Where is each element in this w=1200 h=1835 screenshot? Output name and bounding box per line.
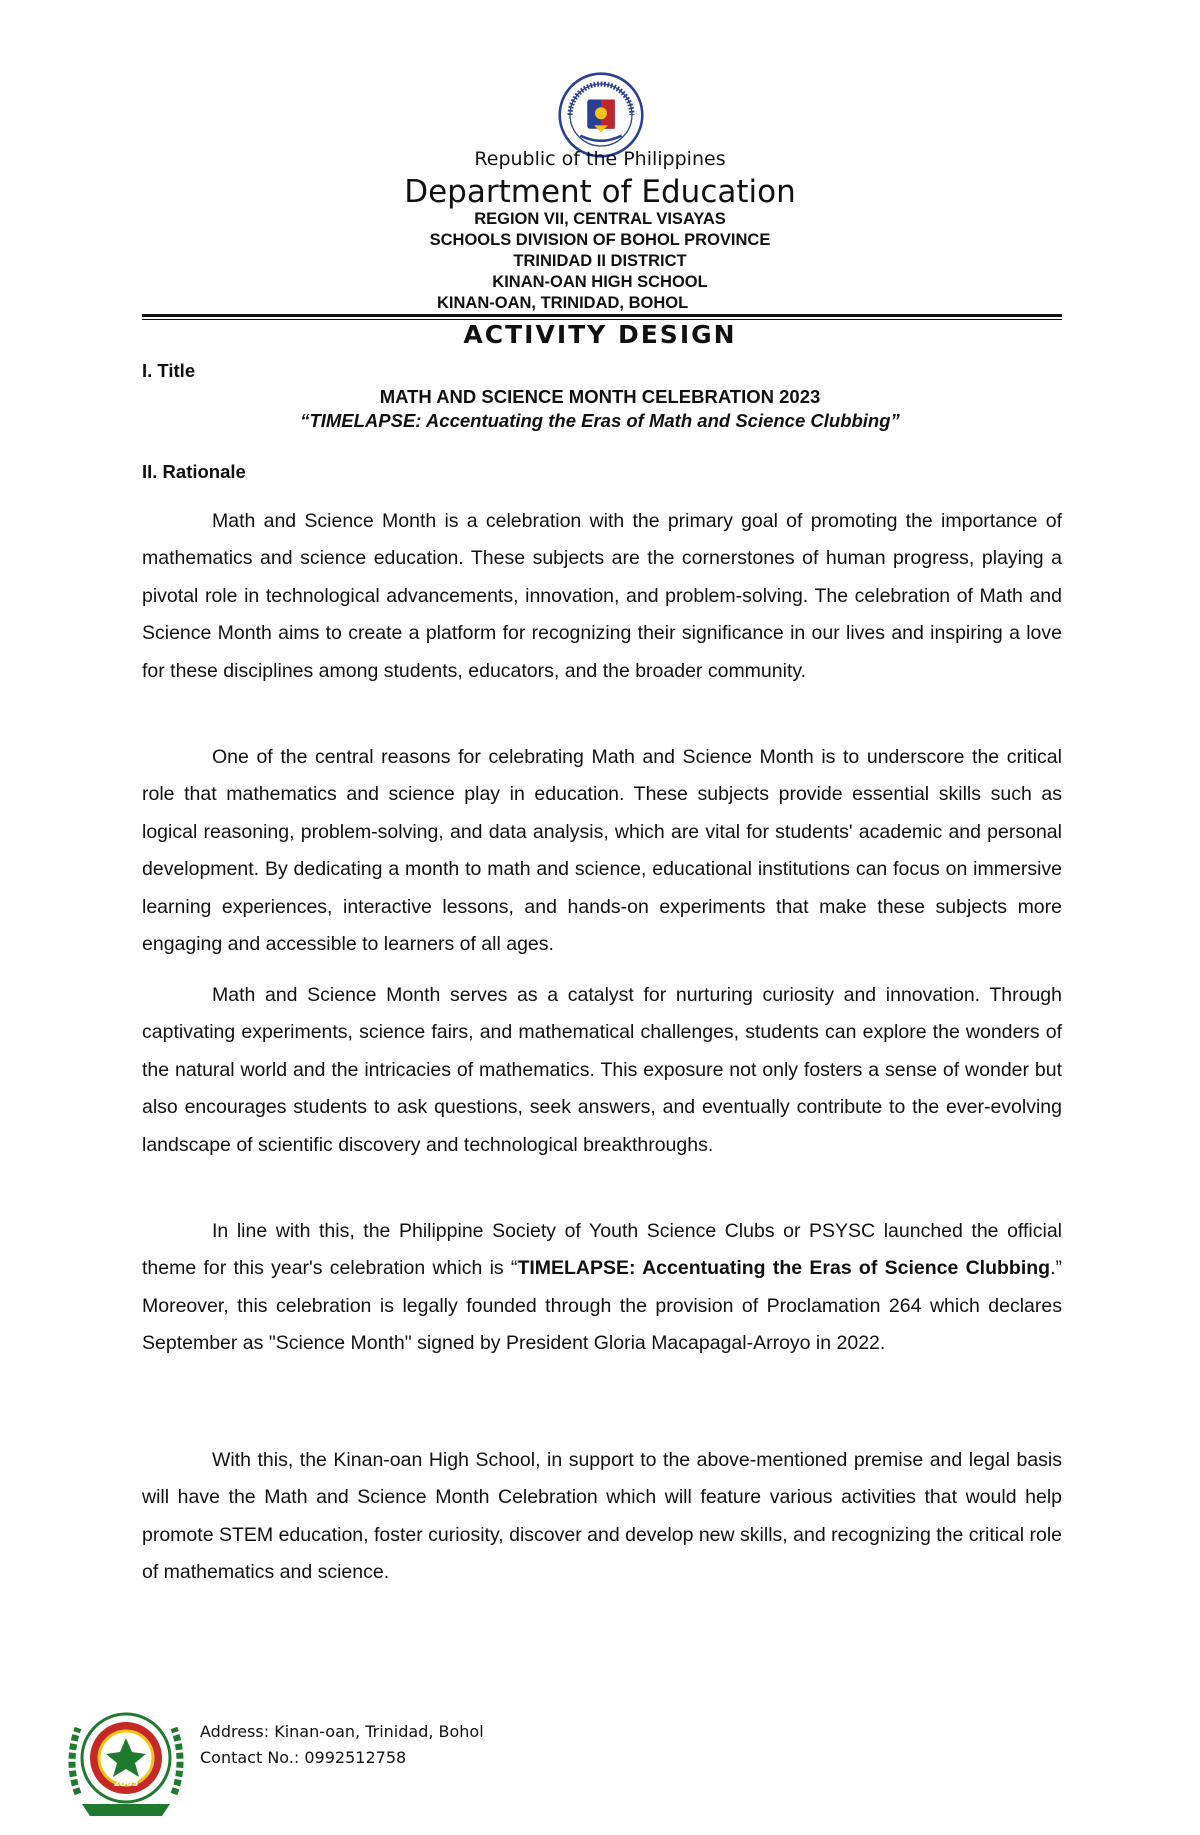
deped-seal-icon	[558, 72, 644, 158]
district-line: TRINIDAD II DISTRICT	[513, 252, 687, 270]
footer-address: Address: Kinan-oan, Trinidad, Bohol	[200, 1722, 484, 1741]
rationale-paragraph-5: With this, the Kinan-oan High School, in support to the above-mentioned premise and legal basis will have the Math and Science Month Celebration which will feature various activities that would help promote STEM education, foster curiosity, discover and develop new skills, and recognizing the critical role of mathematics and science.	[142, 1449, 1062, 1584]
event-name: MATH AND SCIENCE MONTH CELEBRATION 2023	[379, 386, 821, 407]
header-divider	[142, 314, 1062, 317]
document-title: ACTIVITY DESIGN	[463, 320, 737, 349]
rationale-paragraph-3: Math and Science Month serves as a catalyst for nurturing curiosity and innovation. Through captivating experiments, science fairs, and mathematical challenges, students can explore the wonders of the natural world and the intricacies of mathematics. This exposure not only fosters a sense of wonder but also encourages students to ask questions, seek answers, and eventually contribute to the ever-evolving landscape of scientific discovery and technological breakthroughs.	[142, 984, 1062, 1156]
event-theme: “TIMELAPSE: Accentuating the Eras of Math and Science Clubbing”	[300, 410, 900, 431]
school-line: KINAN-OAN HIGH SCHOOL	[492, 273, 708, 291]
logo-year: 2003	[113, 1779, 139, 1789]
section-title-heading: I. Title	[142, 360, 196, 381]
paragraph-4-intro: In line with this, the Philippine Society of Youth Science Clubs or PSYSC launched the official theme for this year's celebration which is “	[142, 1220, 1062, 1280]
division-line: SCHOOLS DIVISION OF BOHOL PROVINCE	[429, 231, 771, 249]
region-line: REGION VII, CENTRAL VISAYAS	[474, 210, 726, 228]
paragraph-4-rest: .” Moreover, this celebration is legally founded through the provision of Proclamation 264 which declares September as "Science Month" signed by President Gloria Macapagal-Arroyo in 2022.	[142, 1257, 1062, 1355]
rationale-paragraph-4	[142, 1213, 1062, 1363]
section-rationale-heading: II. Rationale	[142, 461, 246, 482]
rationale-paragraph-1: Math and Science Month is a celebration with the primary goal of promoting the importance of mathematics and science education. These subjects are the cornerstones of human progress, playing a pivotal role in technological advancements, innovation, and problem-solving. The celebration of Math and Science Month aims to create a platform for recognizing their significance in our lives and inspiring a love for these disciplines among students, educators, and the broader community.	[142, 510, 1062, 682]
republic-line: Republic of the Philippines	[474, 148, 726, 170]
footer-contact: Contact No.: 0992512758	[200, 1748, 407, 1767]
location-line: KINAN-OAN, TRINIDAD, BOHOL	[437, 294, 689, 312]
rationale-paragraph-2: One of the central reasons for celebrating Math and Science Month is to underscore the critical role that mathematics and science play in education. These subjects provide essential skills such as logical reasoning, problem-solving, and data analysis, which are vital for students' academic and personal development. By dedicating a month to math and science, educational institutions can focus on immersive learning experiences, interactive lessons, and hands-on experiments that make these subjects more engaging and accessible to learners of all ages.	[142, 746, 1062, 956]
department-name: Department of Education	[404, 174, 796, 210]
school-logo-icon	[62, 1702, 190, 1822]
theme-bold-text: TIMELAPSE: Accentuating the Eras of Science Clubbing	[517, 1257, 1051, 1280]
